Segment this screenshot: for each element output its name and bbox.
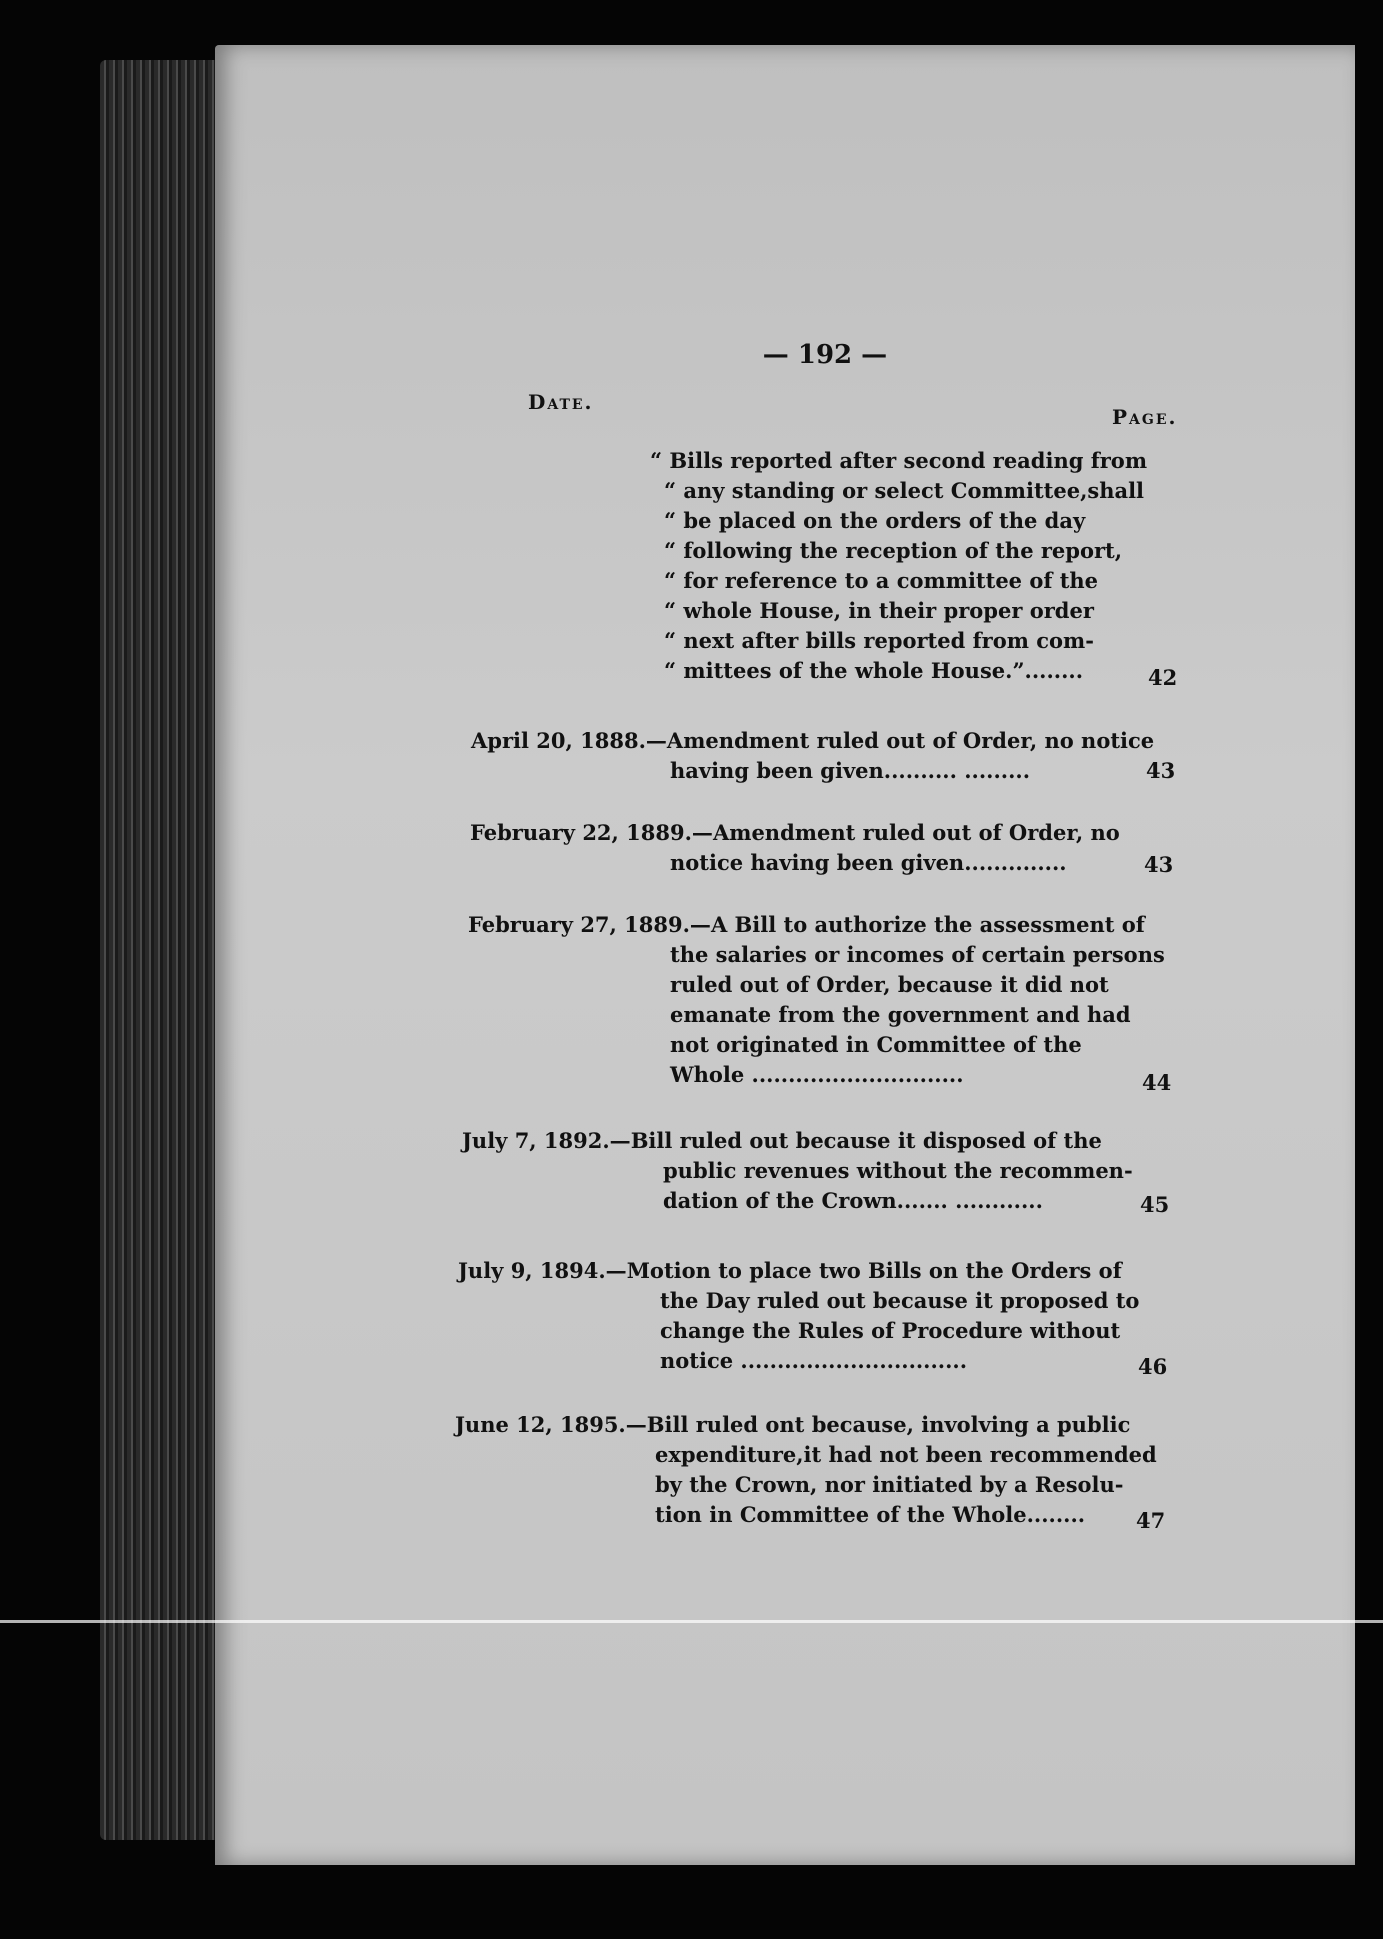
entry-date: February 22, 1889.— bbox=[470, 820, 713, 845]
page-number: — 192 — bbox=[762, 340, 888, 370]
entry-date: February 27, 1889.— bbox=[468, 912, 711, 937]
entry-text-line: the Day ruled out because it proposed to bbox=[660, 1288, 1140, 1313]
entry-text-line: ruled out of Order, because it did not bbox=[670, 972, 1109, 997]
entry-text-line: the salaries or incomes of certain persons bbox=[670, 942, 1165, 967]
intro-line: “ next after bills reported from com- bbox=[664, 628, 1094, 653]
entry-text-line: public revenues without the recommen- bbox=[663, 1158, 1133, 1183]
entry-text-line: Amendment ruled out of Order, no bbox=[712, 820, 1120, 845]
entry-date: June 12, 1895.— bbox=[455, 1412, 647, 1437]
date-column-header: Date. bbox=[528, 390, 594, 414]
intro-line: “ be placed on the orders of the day bbox=[664, 508, 1086, 533]
entry-text-line: having been given.......... ......... bbox=[670, 758, 1031, 783]
entry-text-line: Amendment ruled out of Order, no notice bbox=[666, 728, 1155, 753]
entry-text-line: A Bill to authorize the assessment of bbox=[710, 912, 1145, 937]
entry-page-ref: 46 bbox=[1138, 1354, 1168, 1379]
entry-text-line: not originated in Committee of the bbox=[670, 1032, 1082, 1057]
entry-page-ref: 47 bbox=[1136, 1508, 1166, 1533]
entry-text-line: change the Rules of Procedure without bbox=[660, 1318, 1121, 1343]
entry-text-line: emanate from the government and had bbox=[670, 1002, 1131, 1027]
entry-page-ref: 43 bbox=[1146, 758, 1176, 783]
entry-text-line: by the Crown, nor initiated by a Resolu- bbox=[655, 1472, 1124, 1497]
entry-page-ref: 44 bbox=[1142, 1070, 1172, 1095]
intro-page-ref: 42 bbox=[1148, 665, 1178, 690]
entry-text-line: dation of the Crown....... ............ bbox=[663, 1188, 1043, 1213]
entry-date: April 20, 1888.— bbox=[471, 728, 667, 753]
book-page-edges bbox=[100, 60, 230, 1840]
entry-date: July 9, 1894.— bbox=[458, 1258, 627, 1283]
entry-text-line: Motion to place two Bills on the Orders of bbox=[626, 1258, 1122, 1283]
intro-line: “ for reference to a committee of the bbox=[664, 568, 1099, 593]
intro-line: “ any standing or select Committee,shall bbox=[664, 478, 1145, 503]
entry-text-line: tion in Committee of the Whole........ bbox=[655, 1502, 1086, 1527]
intro-line: “ following the reception of the report, bbox=[664, 538, 1123, 563]
entry-date: July 7, 1892.— bbox=[462, 1128, 631, 1153]
entry-text-line: Bill ruled out because it disposed of the bbox=[630, 1128, 1102, 1153]
entry-text-line: notice having been given.............. bbox=[670, 850, 1067, 875]
entry-text-line: Bill ruled ont because, involving a public bbox=[646, 1412, 1131, 1437]
entry-page-ref: 43 bbox=[1144, 852, 1174, 877]
entry-page-ref: 45 bbox=[1140, 1192, 1170, 1217]
scan-artifact-line bbox=[0, 1620, 1383, 1623]
entry-text-line: Whole ............................. bbox=[670, 1062, 964, 1087]
page-column-header: Page. bbox=[1112, 405, 1178, 429]
intro-line: “ whole House, in their proper order bbox=[664, 598, 1094, 623]
intro-line: “ mittees of the whole House.”........ bbox=[664, 658, 1084, 683]
entry-text-line: notice ............................... bbox=[660, 1348, 968, 1373]
intro-line: “ Bills reported after second reading from bbox=[650, 448, 1148, 473]
entry-text-line: expenditure,it had not been recommended bbox=[655, 1442, 1157, 1467]
